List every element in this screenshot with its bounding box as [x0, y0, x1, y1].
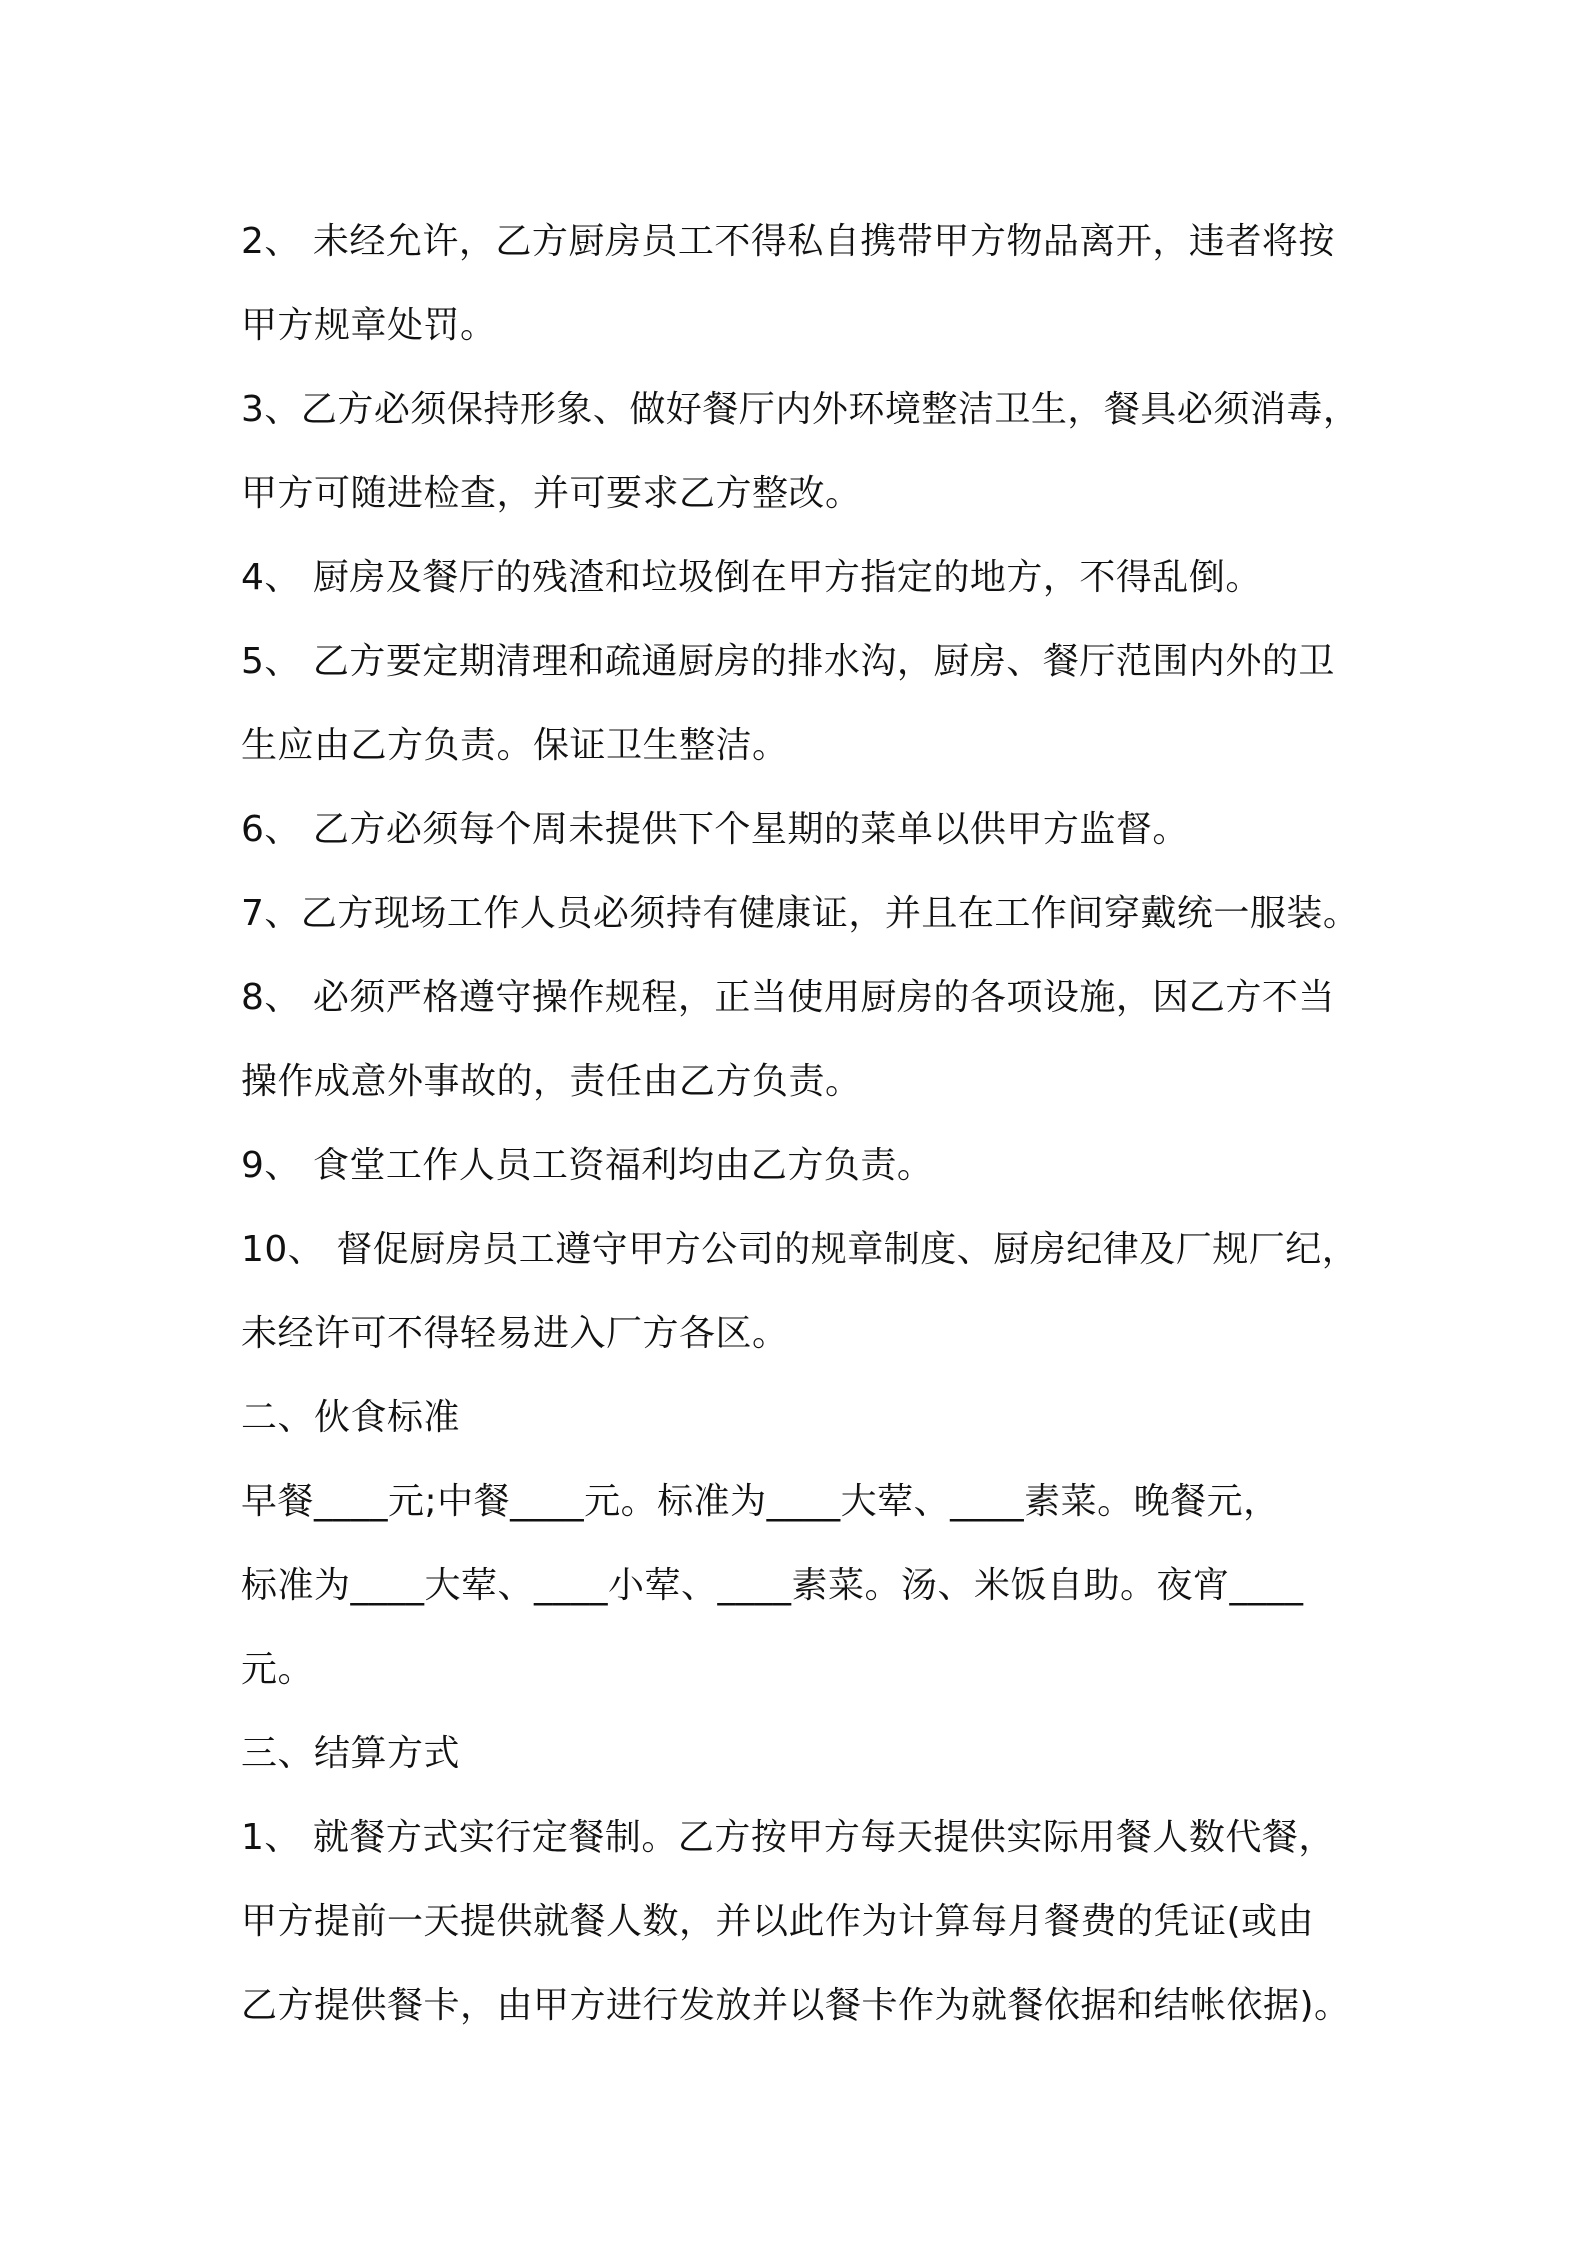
- clause-2-line-2: 甲方规章处罚。: [241, 305, 497, 346]
- section-heading-settlement: 三、结算方式: [241, 1733, 461, 1774]
- clause-2-line-1: 2、 未经允许，乙方厨房员工不得私自携带甲方物品离开，违者将按: [241, 221, 1335, 262]
- clause-7-line-1: 7、乙方现场工作人员必须持有健康证，并且在工作间穿戴统一服装。: [241, 893, 1360, 934]
- clause-4-line-1: 4、 厨房及餐厅的残渣和垃圾倒在甲方指定的地方，不得乱倒。: [241, 557, 1262, 598]
- settlement-clause-1-line-3: 乙方提供餐卡，由甲方进行发放并以餐卡作为就餐依据和结帐依据)。: [241, 1985, 1351, 2026]
- meal-standard-line-1: 早餐____元;中餐____元。标准为____大荤、____素菜。晚餐元，: [241, 1481, 1280, 1522]
- clause-10-line-2: 未经许可不得轻易进入厂方各区。: [241, 1313, 789, 1354]
- settlement-clause-1-line-1: 1、 就餐方式实行定餐制。乙方按甲方每天提供实际用餐人数代餐，: [241, 1817, 1335, 1858]
- clause-3-line-2: 甲方可随进检查，并可要求乙方整改。: [241, 473, 862, 514]
- clause-10-line-1: 10、 督促厨房员工遵守甲方公司的规章制度、厨房纪律及厂规厂纪，: [241, 1229, 1359, 1270]
- clause-9-line-1: 9、 食堂工作人员工资福利均由乙方负责。: [241, 1145, 934, 1186]
- document-body: [241, 200, 1381, 2048]
- clause-8-line-2: 操作成意外事故的，责任由乙方负责。: [241, 1061, 862, 1102]
- clause-6-line-1: 6、 乙方必须每个周未提供下个星期的菜单以供甲方监督。: [241, 809, 1189, 850]
- clause-5-line-1: 5、 乙方要定期清理和疏通厨房的排水沟，厨房、餐厅范围内外的卫: [241, 641, 1335, 682]
- clause-5-line-2: 生应由乙方负责。保证卫生整洁。: [241, 725, 789, 766]
- clause-3-line-1: 3、乙方必须保持形象、做好餐厅内外环境整洁卫生，餐具必须消毒，: [241, 389, 1360, 430]
- settlement-clause-1-line-2: 甲方提前一天提供就餐人数，并以此作为计算每月餐费的凭证(或由: [241, 1901, 1315, 1942]
- clause-8-line-1: 8、 必须严格遵守操作规程，正当使用厨房的各项设施，因乙方不当: [241, 977, 1335, 1018]
- meal-standard-line-2: 标准为____大荤、____小荤、____素菜。汤、米饭自助。夜宵____: [241, 1565, 1304, 1606]
- section-heading-meal-standard: 二、伙食标准: [241, 1397, 461, 1438]
- meal-standard-line-3: 元。: [241, 1649, 315, 1690]
